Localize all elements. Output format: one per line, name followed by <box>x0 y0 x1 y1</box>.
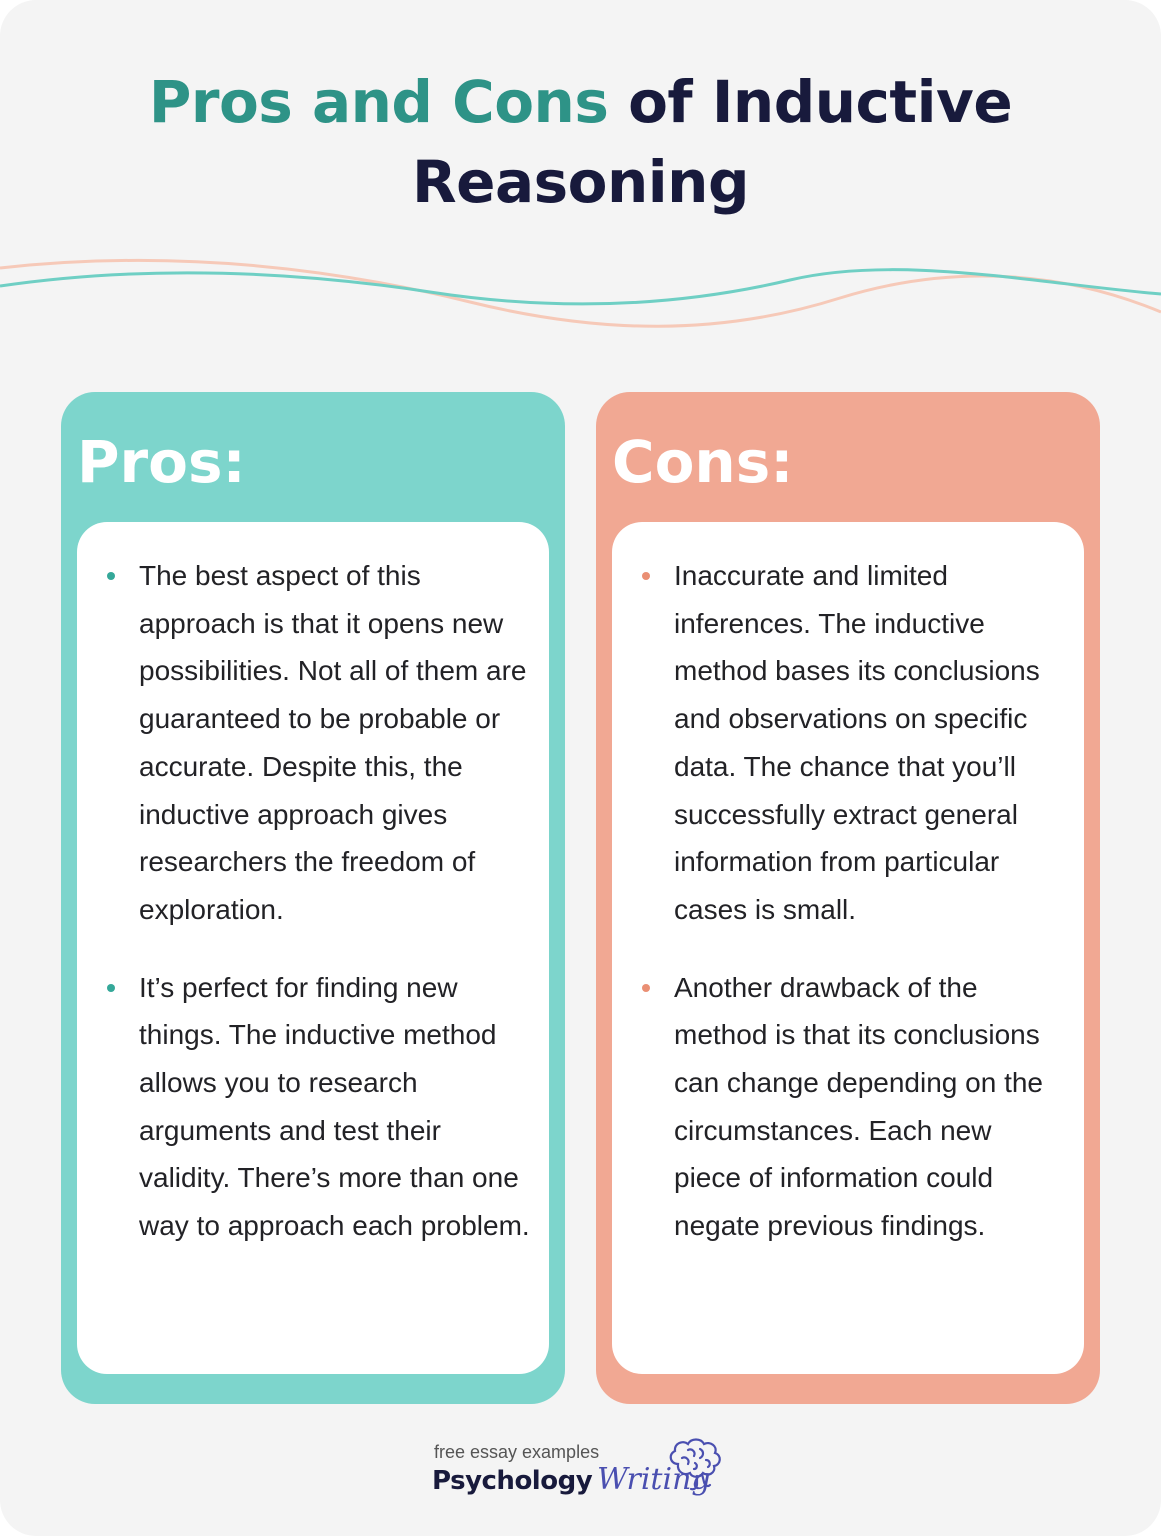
cons-item-text: Inaccurate and limited inferences. The inductive method bases its conclusions and observations on specific data. The chance that you’ll successfully extract general information from particular cases is small. <box>674 560 1040 925</box>
decorative-waves <box>0 240 1161 350</box>
teal-wave <box>0 270 1161 304</box>
title-rest: of Inductive Reasoning <box>412 68 1013 216</box>
cons-heading: Cons: <box>612 428 794 496</box>
cons-content-box <box>612 522 1084 1374</box>
page-title <box>0 62 1161 222</box>
pros-list-item <box>77 552 531 934</box>
brain-icon <box>664 1434 726 1496</box>
bullet-dot <box>642 572 650 580</box>
pros-list <box>77 552 531 1280</box>
cons-list-item <box>612 964 1066 1250</box>
pros-heading: Pros: <box>77 428 246 496</box>
title-accent: Pros and Cons <box>148 68 609 136</box>
footer-tagline: free essay examples <box>434 1442 600 1462</box>
cons-card <box>596 392 1100 1404</box>
bullet-dot <box>107 572 115 580</box>
cons-list-item <box>612 552 1066 934</box>
bullet-dot <box>107 984 115 992</box>
peach-wave <box>0 260 1161 326</box>
cons-item-text: Another drawback of the method is that its conclusions can change depending on the circumstances. Each new piece of information could negate previous findings. <box>674 971 1043 1242</box>
footer-brand-script: Writing <box>597 1462 711 1497</box>
pros-content-box <box>77 522 549 1374</box>
footer-brand-name: Psychology <box>432 1466 593 1496</box>
footer-logo[interactable] <box>432 1440 742 1520</box>
pros-card <box>61 392 565 1404</box>
pros-item-text: It’s perfect for finding new things. The inductive method allows you to research arguments and test their validity. There’s more than one way to approach each problem. <box>139 971 530 1242</box>
cons-list <box>612 552 1066 1280</box>
pros-item-text: The best aspect of this approach is that it opens new possibilities. Not all of them are guaranteed to be probable or accurate. Despite this, the inductive approach gives researchers the freedom of exploration. <box>139 560 527 925</box>
pros-list-item <box>77 964 531 1250</box>
bullet-dot <box>642 984 650 992</box>
